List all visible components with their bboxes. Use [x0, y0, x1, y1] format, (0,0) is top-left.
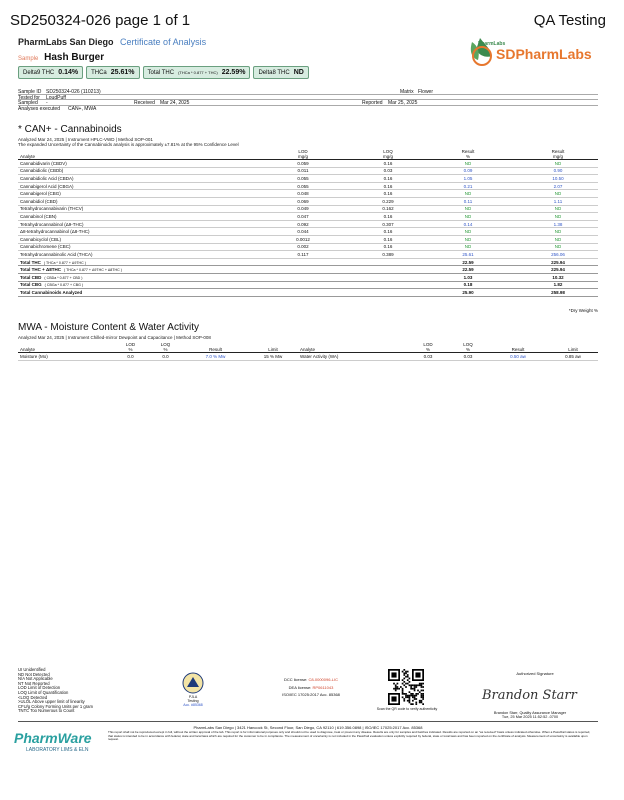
- result-pct: 0.11: [418, 197, 518, 205]
- result-pct: 25.61: [418, 251, 518, 259]
- total-pct: 0.18: [418, 281, 518, 289]
- legend-item: TNTC Too Numerous to Count: [18, 708, 75, 714]
- table-row: [18, 213, 598, 221]
- result-mg: 1.38: [518, 220, 598, 228]
- total-name: Total THC + Δ8THC: [20, 267, 62, 273]
- table-row: [18, 167, 598, 175]
- signature-text: Brandon Starr: [482, 688, 577, 703]
- col-loq-2: [448, 342, 488, 353]
- col-result-mg-label: Result: [551, 149, 565, 154]
- col-loq-2-label: LOQ: [463, 342, 473, 347]
- analyte: Water Activity (WA): [298, 353, 408, 361]
- result-pct: ND: [418, 205, 518, 213]
- col-result-2: Result: [488, 342, 548, 353]
- total-formula: ( CBGa * 0.877 + CBG ): [44, 283, 84, 288]
- total-mg: 225.94: [518, 258, 598, 266]
- col-limit-2: Limit: [548, 342, 598, 353]
- sample-info: [18, 89, 598, 111]
- qr-caption: Scan the QR code to verify authenticity: [376, 707, 438, 711]
- col-analyte: Analyte: [18, 149, 248, 160]
- loq: 0.16: [358, 228, 418, 236]
- signature-date: Tue, 25 Mar 2025 11:52:52 -0700: [501, 715, 559, 720]
- legend-item: UI Unidentified: [18, 667, 46, 672]
- table-row: [18, 353, 598, 361]
- col-result-mg: [518, 149, 598, 160]
- col-loq: [148, 342, 183, 353]
- badge-value: ND: [293, 69, 304, 76]
- table-header: [18, 149, 598, 160]
- table-row: [18, 205, 598, 213]
- legend-item: LOQ Limit of Quantification: [18, 689, 69, 695]
- analyte: Tetrahydrocannabivarin (THCV): [18, 205, 248, 213]
- dcc-license: [256, 676, 366, 684]
- col-limit: Limit: [248, 342, 298, 353]
- col-lod-unit: %: [128, 347, 133, 352]
- sample-id-label: Sample ID: [18, 89, 42, 95]
- uncertainty-note: The expanded Uncertainty of the Cannabinoids analysis is approximately ±7.81% at the 95% Confidence Level: [18, 142, 239, 147]
- pjla-acc: Acc. #85368: [183, 703, 203, 707]
- analyses-label: Analyses executed: [18, 105, 60, 112]
- col-loq-label: LOQ: [383, 149, 393, 154]
- analyses: CAN+, MWA: [68, 105, 97, 112]
- abbreviation-legend: [18, 668, 93, 714]
- table-row: [18, 220, 598, 228]
- result: 7.0 % Mw: [183, 353, 248, 361]
- table-header: [18, 342, 598, 353]
- section-meta: Analyzed Mar 24, 2025 | Instrument Chilled-mirror Dewpoint and Capacitance | Method SOP-008: [18, 335, 211, 340]
- licenses: [256, 676, 366, 699]
- mwa-table: [18, 342, 598, 361]
- legend-item: >ULOL Above upper limit of linearity: [18, 699, 85, 705]
- tested-for: LoudPuff: [46, 94, 66, 101]
- loq: 0.389: [358, 251, 418, 259]
- badge-label: Total THC: [147, 69, 175, 76]
- total-label: [18, 266, 418, 274]
- matrix: Flower: [418, 89, 434, 95]
- result-mg: 2.07: [518, 182, 598, 190]
- legend-item: N/A Not Applicable: [18, 676, 53, 682]
- total-mg: 225.94: [518, 266, 598, 274]
- table-row: [18, 182, 598, 190]
- col-lod: [248, 149, 358, 160]
- pjla-label: PJLA: [188, 695, 198, 699]
- sample-id: SD250324-026 (110213): [46, 89, 101, 95]
- col-result: Result: [183, 342, 248, 353]
- total-pct: 1.03: [418, 273, 518, 281]
- iso-accreditation: ISO/IEC 17025:2017 Acc. 85368: [282, 692, 340, 697]
- result-pct: 1.05: [418, 175, 518, 183]
- table-row: [18, 175, 598, 183]
- lod: 0.002: [248, 243, 358, 251]
- page-title: SD250324-026 page 1 of 1: [10, 12, 191, 29]
- lod: 0.0: [113, 353, 148, 361]
- lod: 0.059: [248, 160, 358, 168]
- footer-address: PharmLabs San Diego | 3421 Hancock St, Second Floor, San Diego, CA 92110 | 619.356.0898 | ISO/IEC 17025:2017 Acc. 85368: [193, 725, 423, 730]
- loq: 0.16: [358, 235, 418, 243]
- result-pct: ND: [418, 243, 518, 251]
- result-mg: ND: [518, 205, 598, 213]
- analyte: Cannabidiolic Acid (CBDA): [18, 175, 248, 183]
- table-row: [18, 190, 598, 198]
- total-pct: 22.59: [418, 266, 518, 274]
- sampled-label: Sampled: [18, 100, 38, 106]
- dcc-label: DCC license:: [283, 677, 308, 682]
- lod: 0.044: [248, 228, 358, 236]
- total-name: Total Cannabinoids Analyzed: [20, 289, 83, 295]
- signature-header: Authorized Signature: [516, 671, 554, 676]
- col-result-pct-unit: %: [465, 154, 470, 159]
- total-row: [18, 266, 598, 274]
- pjla-seal-icon: [182, 672, 204, 694]
- logo-badge-text: PharmLabs: [478, 41, 506, 47]
- matrix-label: Matrix: [400, 89, 414, 95]
- analyte: Δ8-tetrahydrocannabinol (Δ8-THC): [18, 228, 248, 236]
- pharmware-subtext: LABORATORY LIMS & ELN: [26, 747, 89, 753]
- loq: 0.16: [358, 175, 418, 183]
- table-row: [18, 160, 598, 168]
- lod: 0.049: [248, 205, 358, 213]
- received: Mar 24, 2025: [160, 100, 190, 106]
- dea-label: DEA license:: [288, 684, 312, 690]
- result-mg: ND: [518, 190, 598, 198]
- total-formula: ( THCa * 0.877 + Δ9THC + Δ8THC ): [64, 268, 122, 273]
- dea-value: RP0611043: [312, 684, 334, 690]
- sample-line: [18, 52, 104, 63]
- sdpharmlabs-logo: [466, 36, 606, 68]
- loq: 0.03: [358, 167, 418, 175]
- result: 0.50 aw: [488, 353, 548, 361]
- lod: 0.092: [248, 220, 358, 228]
- table-row: [18, 243, 598, 251]
- analyte: Cannabidivarin (CBDV): [18, 160, 248, 168]
- badge-label: Delta8 THC: [258, 69, 290, 76]
- result-pct: ND: [418, 213, 518, 221]
- pharmware-text: PharmWare: [14, 730, 92, 746]
- total-row: [18, 289, 598, 297]
- loq: 0.03: [448, 353, 488, 361]
- table-row: [18, 228, 598, 236]
- qr-code-icon[interactable]: [388, 669, 424, 705]
- lod: 0.0012: [248, 235, 358, 243]
- signatory: [470, 711, 590, 720]
- legend-item: CFU/g Colony Forming Units per 1 gram: [18, 703, 93, 709]
- col-lod-label: LOD: [125, 342, 136, 347]
- dry-weight-note: *Dry Weight %: [568, 308, 598, 313]
- total-mg: 10.32: [518, 273, 598, 281]
- analyte: Cannabichromene (CBC): [18, 243, 248, 251]
- result-mg: 1.11: [518, 197, 598, 205]
- legend-item: <LOQ Detected: [18, 694, 48, 700]
- result-pct: ND: [418, 160, 518, 168]
- loq: 0.16: [358, 190, 418, 198]
- total-pct: 22.59: [418, 258, 518, 266]
- loq: 0.16: [358, 243, 418, 251]
- badge-value: 25.61%: [110, 69, 135, 76]
- analyte: Cannabinol (CBN): [18, 213, 248, 221]
- result-mg: 10.50: [518, 175, 598, 183]
- col-result-pct-label: Result: [461, 149, 475, 154]
- mwa-section: [18, 322, 598, 361]
- tested-for-label: Tested for: [18, 94, 40, 101]
- lod: 0.069: [248, 197, 358, 205]
- loq: 0.0: [148, 353, 183, 361]
- total-row: [18, 281, 598, 289]
- pjla-sub: Testing: [187, 699, 199, 703]
- col-lod-label: LOD: [298, 149, 308, 154]
- total-name: Total THC: [20, 259, 41, 265]
- badge-label: THCa: [91, 69, 107, 76]
- lod: 0.011: [248, 167, 358, 175]
- total-pct: 25.90: [418, 289, 518, 297]
- sample-name: Hash Burger: [44, 52, 105, 63]
- result-mg: ND: [518, 228, 598, 236]
- analyte: Cannabigerol (CBG): [18, 190, 248, 198]
- received-label: Received: [134, 100, 155, 106]
- result-pct: ND: [418, 190, 518, 198]
- col-lod: [113, 342, 148, 353]
- total-mg: 1.82: [518, 281, 598, 289]
- summary-badge: [253, 66, 308, 79]
- col-analyte-2: Analyte: [298, 342, 408, 353]
- total-formula: ( THCa * 0.877 + Δ9THC ): [43, 260, 86, 265]
- analyte: Tetrahydrocannabinol (Δ9-THC): [18, 220, 248, 228]
- result-pct: 0.14: [418, 220, 518, 228]
- summary-badge: [86, 66, 139, 79]
- signature: [478, 680, 588, 706]
- legend-item: LOD Limit of Detection: [18, 685, 61, 691]
- total-name: Total CBD: [20, 274, 42, 280]
- loq: 0.162: [358, 205, 418, 213]
- total-row: [18, 258, 598, 266]
- cannabinoids-section: [18, 124, 598, 297]
- col-loq-unit: %: [163, 347, 168, 352]
- total-label: [18, 289, 418, 297]
- result-mg: ND: [518, 243, 598, 251]
- loq: 0.16: [358, 160, 418, 168]
- total-label: [18, 258, 418, 266]
- pjla-accreditation: [178, 672, 208, 714]
- loq: 0.229: [358, 197, 418, 205]
- col-lod-2-unit: %: [425, 347, 430, 352]
- reported-label: Reported: [362, 100, 383, 106]
- lod: 0.048: [248, 190, 358, 198]
- legend-item: ND Not Detected: [18, 671, 50, 677]
- limit: 0.85 aw: [548, 353, 598, 361]
- col-analyte: Analyte: [18, 342, 113, 353]
- summary-badges: [18, 66, 309, 79]
- col-lod-2-label: LOD: [423, 342, 433, 347]
- dcc-value: C8-0000096-LIC: [308, 677, 339, 682]
- result-pct: ND: [418, 235, 518, 243]
- result-pct: 0.21: [418, 182, 518, 190]
- analyte: Cannabicyclol (CBL): [18, 235, 248, 243]
- result-pct: ND: [418, 228, 518, 236]
- dea-license: [256, 684, 366, 692]
- total-row: [18, 273, 598, 281]
- cannabinoids-table: [18, 149, 598, 297]
- pharmware-logo: [14, 728, 98, 754]
- legend-item: NT Not Reported: [18, 680, 50, 686]
- analyte: Tetrahydrocannabinolic Acid (THCA): [18, 251, 248, 259]
- logo-text: SDPharmLabs: [496, 46, 592, 62]
- summary-badge: [18, 66, 83, 79]
- badge-value: 0.14%: [58, 69, 79, 76]
- col-loq: [358, 149, 418, 160]
- section-title: MWA - Moisture Content & Water Activity: [18, 322, 199, 333]
- col-loq-unit: mg/g: [382, 154, 393, 159]
- disclaimer: This report shall not be reproduced except in full, without the written approval of the lab. This report is for informational purposes only and should not be used to diagnose, treat or prevent any disease. Results are only for samples and batches indicated. Results are reported on an "as received" basis unless indicated otherwise. When a Pass/Fail status is reported, that status is intended to be in accordance with federal, state and local laws which are required for the customer to be in compliance. The measurement of uncertainty is not included in the Pass/Fail evaluation unless explicitly required by federal, state or local laws and has been reported on the certificate of analysis. Measurement of uncertainty is available upon request.: [108, 730, 591, 742]
- loq: 0.16: [358, 213, 418, 221]
- reported: Mar 25, 2025: [388, 100, 418, 106]
- col-result-mg-unit: mg/g: [552, 154, 563, 159]
- section-meta: Analyzed Mar 24, 2025 | Instrument HPLC-VWD | Method SOP-001: [18, 137, 153, 142]
- loq: 0.16: [358, 182, 418, 190]
- footer-divider: [18, 721, 598, 722]
- col-loq-label: LOQ: [160, 342, 171, 347]
- result-mg: ND: [518, 235, 598, 243]
- total-mg: 258.98: [518, 289, 598, 297]
- analyte: Cannabidiolic (CBDb): [18, 167, 248, 175]
- document-type: Certificate of Analysis: [120, 37, 207, 47]
- result-mg: 0.90: [518, 167, 598, 175]
- summary-badge: [143, 66, 251, 79]
- qa-testing-label: QA Testing: [533, 12, 606, 29]
- badge-value: 22.59%: [221, 69, 246, 76]
- lod: 0.055: [248, 182, 358, 190]
- col-lod-unit: mg/g: [297, 154, 308, 159]
- analyte: Cannabidiol (CBD): [18, 197, 248, 205]
- lab-line: [18, 37, 206, 47]
- sample-label: Sample: [18, 56, 39, 62]
- analyte: Cannabigerol Acid (CBGA): [18, 182, 248, 190]
- col-lod-2: [408, 342, 448, 353]
- section-title: * CAN+ - Cannabinoids: [18, 124, 122, 135]
- col-result-pct: [418, 149, 518, 160]
- total-label: [18, 281, 418, 289]
- col-loq-2-unit: %: [465, 347, 470, 352]
- table-row: [18, 251, 598, 259]
- result-pct: 0.09: [418, 167, 518, 175]
- lod: 0.117: [248, 251, 358, 259]
- analyte: Moisture (Mo): [18, 353, 113, 361]
- lab-name: PharmLabs San Diego: [18, 37, 114, 47]
- lod: 0.047: [248, 213, 358, 221]
- table-row: [18, 197, 598, 205]
- badge-label: Delta9 THC: [23, 69, 55, 76]
- lod: 0.055: [248, 175, 358, 183]
- table-row: [18, 235, 598, 243]
- total-label: [18, 273, 418, 281]
- badge-sub: (THCa * 0.877 + THC): [178, 70, 218, 75]
- limit: 15 % Mw: [248, 353, 298, 361]
- total-formula: ( CBDa * 0.877 + CBD ): [44, 275, 83, 280]
- signatory-name: Brandon Starr, Quality Assurance Manager: [493, 711, 567, 715]
- info-row: [18, 106, 598, 112]
- result-mg: ND: [518, 213, 598, 221]
- total-name: Total CBG: [20, 282, 42, 288]
- sampled: -: [46, 100, 48, 106]
- result-mg: ND: [518, 160, 598, 168]
- result-mg: 256.06: [518, 251, 598, 259]
- lod: 0.03: [408, 353, 448, 361]
- loq: 0.307: [358, 220, 418, 228]
